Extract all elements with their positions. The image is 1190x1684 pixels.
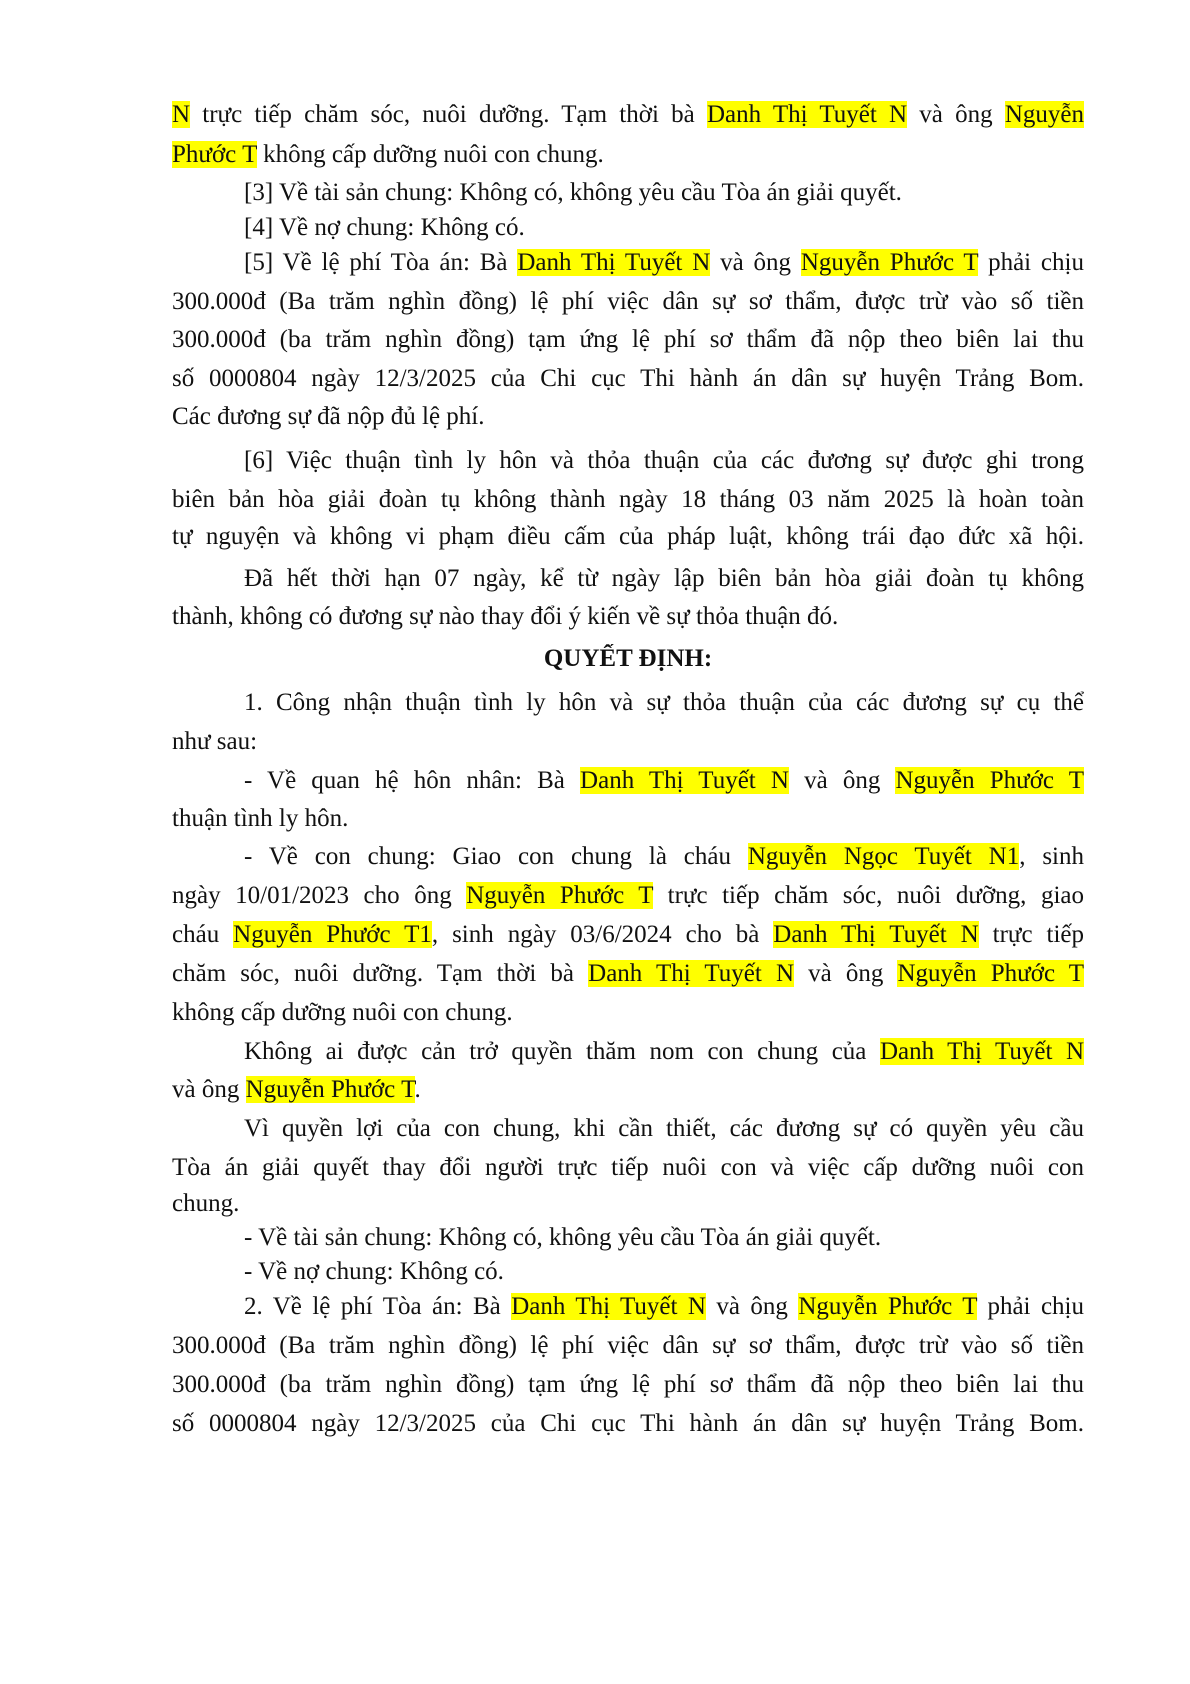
highlighted-name: Danh Thị Tuyết N — [706, 101, 908, 128]
text-segment: [6] Việc thuận tình ly hôn và thỏa thuận của các đương sự được ghi trong — [244, 447, 1084, 474]
text-line — [172, 522, 1084, 552]
highlighted-name: Nguyễn Ngọc Tuyết N1 — [747, 843, 1020, 870]
text-segment: QUYẾT ĐỊNH: — [543, 645, 713, 672]
text-segment: và ông — [788, 767, 896, 794]
highlighted-name: Nguyễn Phước T1 — [233, 921, 432, 948]
highlighted-name: Danh Thị Tuyết N — [773, 921, 979, 948]
highlighted-name: Nguyễn Phước T — [897, 960, 1084, 987]
text-segment: 300.000đ (Ba trăm nghìn đồng) lệ phí việc dân sự sơ thẩm, được trừ vào số tiền — [172, 1332, 1084, 1359]
text-line — [244, 1257, 1084, 1287]
text-segment: . — [414, 1076, 421, 1103]
text-segment: trực tiếp chăm sóc, nuôi dưỡng, giao — [653, 882, 1084, 909]
text-segment: biên bản hòa giải đoàn tụ không thành ngày 18 tháng 03 năm 2025 là hoàn toàn — [172, 486, 1084, 513]
text-line — [172, 998, 1084, 1028]
text-line — [244, 248, 1084, 278]
text-segment: và ông — [710, 249, 801, 276]
text-segment: trực tiếp chăm sóc, nuôi dưỡng. Tạm thời bà — [190, 101, 707, 128]
highlighted-name: Nguyễn Phước T — [466, 882, 654, 909]
text-line — [244, 1037, 1084, 1067]
text-segment: 300.000đ (Ba trăm nghìn đồng) lệ phí việc dân sự sơ thẩm, được trừ vào số tiền — [172, 288, 1084, 315]
text-line — [172, 1370, 1084, 1400]
text-line — [172, 727, 1084, 757]
text-line — [172, 287, 1084, 317]
section-heading — [172, 644, 1084, 674]
text-line — [172, 1331, 1084, 1361]
text-line — [244, 1292, 1084, 1322]
text-segment: trực tiếp — [978, 921, 1084, 948]
highlighted-name: Danh Thị Tuyết N — [517, 249, 711, 276]
text-line — [172, 1153, 1084, 1183]
text-line — [172, 100, 1084, 130]
text-segment: và ông — [907, 101, 1005, 128]
text-line — [172, 881, 1084, 911]
text-segment: Tòa án giải quyết thay đổi người trực tiếp nuôi con và việc cấp dưỡng nuôi con — [172, 1154, 1084, 1181]
text-line — [244, 766, 1084, 796]
text-segment: 300.000đ (ba trăm nghìn đồng) tạm ứng lệ phí sơ thẩm đã nộp theo biên lai thu — [172, 1371, 1084, 1398]
text-line — [172, 1409, 1084, 1439]
highlighted-name: Phước T — [172, 141, 257, 168]
text-segment: , sinh — [1019, 843, 1084, 870]
text-segment: Không ai được cản trở quyền thăm nom con chung của — [244, 1038, 880, 1065]
highlighted-name: Danh Thị Tuyết N — [580, 767, 789, 794]
text-line — [172, 1189, 1084, 1219]
text-line — [244, 688, 1084, 718]
highlighted-name: Nguyễn Phước T — [798, 1293, 978, 1320]
text-segment: không cấp dưỡng nuôi con chung. — [256, 141, 604, 168]
text-segment: [3] Về tài sản chung: Không có, không yêu cầu Tòa án giải quyết. — [244, 179, 902, 206]
text-segment: 300.000đ (ba trăm nghìn đồng) tạm ứng lệ phí sơ thẩm đã nộp theo biên lai thu — [172, 326, 1084, 353]
text-line — [244, 1114, 1084, 1144]
text-segment: tự nguyện và không vi phạm điều cấm của pháp luật, không trái đạo đức xã hội. — [172, 523, 1084, 550]
text-line — [172, 804, 1084, 834]
text-segment: số 0000804 ngày 12/3/2025 của Chi cục Thi hành án dân sự huyện Trảng Bom. — [172, 1410, 1084, 1437]
text-line — [244, 446, 1084, 476]
text-line — [172, 325, 1084, 355]
text-line — [172, 602, 1084, 632]
text-segment: 2. Về lệ phí Tòa án: Bà — [244, 1293, 512, 1320]
text-segment: chung. — [172, 1190, 240, 1217]
highlighted-name: Danh Thị Tuyết N — [588, 960, 794, 987]
text-segment: Vì quyền lợi của con chung, khi cần thiết, các đương sự có quyền yêu cầu — [244, 1115, 1084, 1142]
text-segment: số 0000804 ngày 12/3/2025 của Chi cục Thi hành án dân sự huyện Trảng Bom. — [172, 365, 1084, 392]
text-line — [172, 920, 1084, 950]
text-segment: Các đương sự đã nộp đủ lệ phí. — [172, 403, 485, 430]
text-segment: như sau: — [172, 728, 258, 755]
highlighted-name: Nguyễn Phước T — [895, 767, 1084, 794]
text-line — [244, 213, 1084, 243]
text-segment: thành, không có đương sự nào thay đổi ý kiến về sự thỏa thuận đó. — [172, 603, 839, 630]
text-segment: ngày 10/01/2023 cho ông — [172, 882, 467, 909]
text-segment: Đã hết thời hạn 07 ngày, kể từ ngày lập biên bản hòa giải đoàn tụ không — [244, 565, 1084, 592]
text-line — [172, 364, 1084, 394]
highlighted-name: Danh Thị Tuyết N — [879, 1038, 1084, 1065]
text-line — [172, 402, 1084, 432]
text-segment: phải chịu — [978, 249, 1084, 276]
text-line — [172, 485, 1084, 515]
highlighted-name: Nguyễn Phước T — [245, 1076, 415, 1103]
text-segment: - Về quan hệ hôn nhân: Bà — [244, 767, 581, 794]
text-segment: - Về con chung: Giao con chung là cháu — [244, 843, 748, 870]
text-segment: cháu — [172, 921, 234, 948]
highlighted-name: Nguyễn Phước T — [800, 249, 979, 276]
highlighted-name: Danh Thị Tuyết N — [511, 1293, 706, 1320]
text-segment: phải chịu — [977, 1293, 1084, 1320]
text-segment: và ông — [794, 960, 898, 987]
text-segment: không cấp dưỡng nuôi con chung. — [172, 999, 513, 1026]
text-line — [172, 959, 1084, 989]
text-segment: [4] Về nợ chung: Không có. — [244, 214, 525, 241]
text-segment: và ông — [172, 1076, 246, 1103]
highlighted-name: N — [172, 101, 191, 128]
text-segment: - Về tài sản chung: Không có, không yêu cầu Tòa án giải quyết. — [244, 1224, 882, 1251]
text-segment: thuận tình ly hôn. — [172, 805, 349, 832]
highlighted-name: Nguyễn — [1004, 101, 1084, 128]
text-line — [172, 1075, 1084, 1105]
text-line — [244, 564, 1084, 594]
text-segment: [5] Về lệ phí Tòa án: Bà — [244, 249, 518, 276]
text-line — [244, 1223, 1084, 1253]
text-segment: và ông — [705, 1293, 799, 1320]
text-segment: chăm sóc, nuôi dưỡng. Tạm thời bà — [172, 960, 589, 987]
text-line — [172, 140, 1084, 170]
text-segment: 1. Công nhận thuận tình ly hôn và sự thỏa thuận của các đương sự cụ thể — [244, 689, 1084, 716]
text-segment: , sinh ngày 03/6/2024 cho bà — [431, 921, 774, 948]
text-line — [244, 842, 1084, 872]
text-segment: - Về nợ chung: Không có. — [244, 1258, 504, 1285]
text-line — [244, 178, 1084, 208]
